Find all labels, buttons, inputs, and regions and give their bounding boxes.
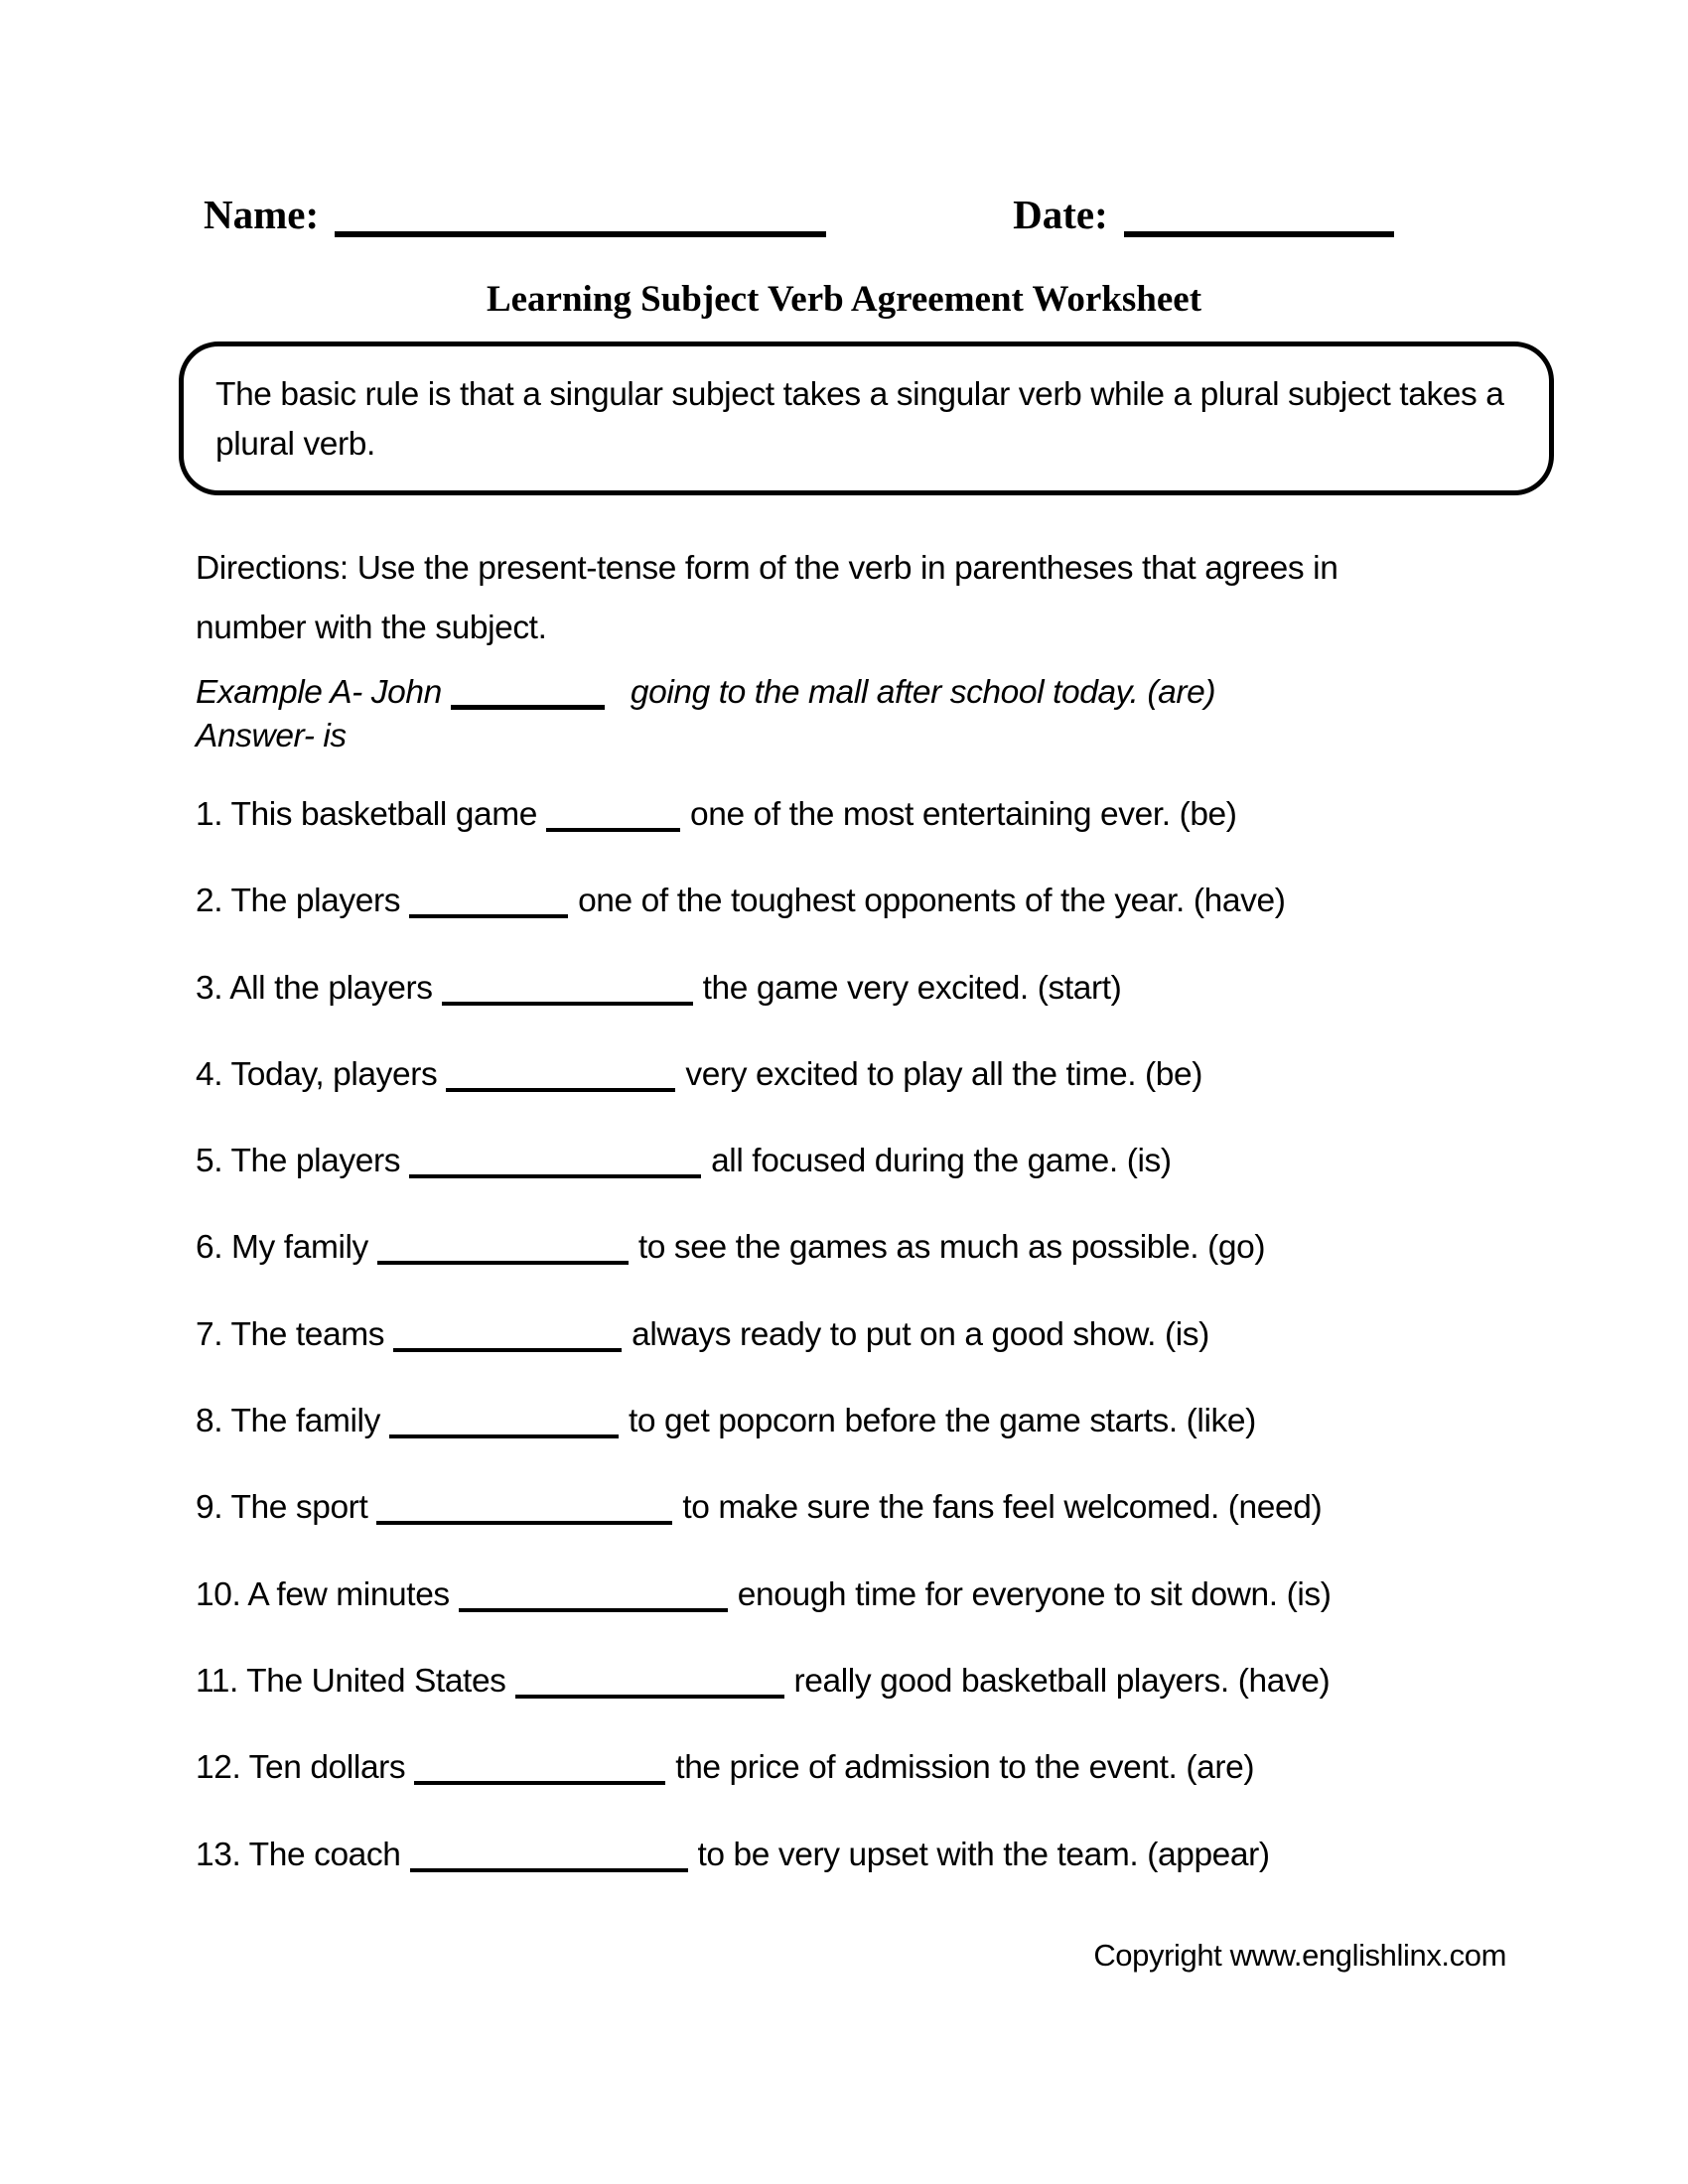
page-title: Learning Subject Verb Agreement Worksheet xyxy=(486,279,1202,320)
example-line xyxy=(196,671,1215,715)
worksheet-item xyxy=(196,1143,1331,1229)
copyright-text: Copyright www.englishlinx.com xyxy=(1093,1938,1506,1973)
item-prefix: 9. The sport xyxy=(196,1489,368,1527)
item-suffix: to be very upset with the team. xyxy=(697,1836,1139,1873)
worksheet-item xyxy=(196,883,1331,969)
example-suffix: going to the mall after school today. xyxy=(630,674,1139,711)
item-suffix: always ready to put on a good show. xyxy=(632,1315,1157,1353)
item-verb: (need) xyxy=(1227,1489,1323,1527)
item-verb: (is) xyxy=(1286,1575,1332,1613)
answer-blank[interactable] xyxy=(389,1407,619,1438)
date-blank[interactable] xyxy=(1124,198,1394,237)
worksheet-item xyxy=(196,1749,1331,1836)
answer-blank[interactable] xyxy=(459,1580,728,1612)
answer-blank[interactable] xyxy=(546,800,680,832)
worksheet-item xyxy=(196,796,1331,883)
answer-blank[interactable] xyxy=(442,974,693,1006)
rule-box xyxy=(179,341,1554,495)
item-verb: (go) xyxy=(1207,1229,1266,1267)
item-suffix: to see the games as much as possible. xyxy=(637,1229,1199,1267)
item-prefix: 13. The coach xyxy=(196,1836,401,1873)
worksheet-item xyxy=(196,1056,1331,1143)
answer-blank[interactable] xyxy=(414,1753,665,1785)
item-verb: (start) xyxy=(1037,969,1122,1007)
answer-blank[interactable] xyxy=(377,1233,629,1265)
date-label: Date: xyxy=(1013,192,1108,237)
example-prefix: Example A- John xyxy=(196,674,442,711)
worksheet-item xyxy=(196,1489,1331,1575)
item-suffix: to make sure the fans feel welcomed. xyxy=(682,1489,1219,1527)
name-label: Name: xyxy=(204,192,320,237)
item-prefix: 1. This basketball game xyxy=(196,796,537,833)
answer-blank[interactable] xyxy=(410,1841,688,1872)
example-verb: (are) xyxy=(1147,674,1216,711)
answer-blank[interactable] xyxy=(393,1320,622,1352)
worksheet-item xyxy=(196,1576,1331,1663)
item-suffix: one of the toughest opponents of the year. xyxy=(578,883,1185,920)
answer-blank[interactable] xyxy=(446,1060,675,1092)
item-verb: (is) xyxy=(1126,1143,1172,1180)
header xyxy=(204,191,1394,238)
item-verb: (have) xyxy=(1193,883,1286,920)
item-prefix: 5. The players xyxy=(196,1143,401,1180)
item-verb: (be) xyxy=(1145,1055,1203,1093)
worksheet-item xyxy=(196,1229,1331,1315)
item-prefix: 6. My family xyxy=(196,1229,368,1267)
worksheet-item xyxy=(196,1316,1331,1403)
item-verb: (like) xyxy=(1186,1403,1256,1440)
item-suffix: enough time for everyone to sit down. xyxy=(737,1575,1278,1613)
worksheet-item xyxy=(196,1837,1331,1923)
answer-blank[interactable] xyxy=(515,1667,784,1699)
name-blank[interactable] xyxy=(335,198,826,237)
item-verb: (is) xyxy=(1164,1315,1209,1353)
date-group xyxy=(1013,192,1394,237)
item-suffix: the price of admission to the event. xyxy=(675,1749,1178,1787)
item-prefix: 12. Ten dollars xyxy=(196,1749,406,1787)
item-prefix: 3. All the players xyxy=(196,969,433,1007)
item-prefix: 2. The players xyxy=(196,883,401,920)
item-suffix: the game very excited. xyxy=(702,969,1029,1007)
directions-text: Directions: Use the present-tense form of the verb in parentheses that agrees in number with the subject. xyxy=(196,550,1338,647)
item-suffix: to get popcorn before the game starts. xyxy=(628,1403,1178,1440)
item-suffix: very excited to play all the time. xyxy=(685,1055,1137,1093)
example-block xyxy=(196,671,1215,757)
worksheet-item xyxy=(196,970,1331,1056)
item-suffix: all focused during the game. xyxy=(711,1143,1118,1180)
answer-blank[interactable] xyxy=(409,887,568,918)
rule-text: The basic rule is that a singular subject takes a singular verb while a plural subject takes a plural verb. xyxy=(215,376,1504,464)
item-prefix: 10. A few minutes xyxy=(196,1575,450,1613)
item-verb: (be) xyxy=(1179,796,1237,833)
item-prefix: 8. The family xyxy=(196,1403,380,1440)
answer-blank[interactable] xyxy=(376,1493,672,1525)
items-list xyxy=(196,796,1331,1923)
worksheet-item xyxy=(196,1403,1331,1489)
item-verb: (are) xyxy=(1186,1749,1255,1787)
answer-blank[interactable] xyxy=(409,1147,701,1178)
example-answer-blank[interactable] xyxy=(451,677,605,710)
item-prefix: 7. The teams xyxy=(196,1315,385,1353)
item-verb: (have) xyxy=(1237,1662,1331,1700)
item-verb: (appear) xyxy=(1147,1836,1270,1873)
item-suffix: one of the most entertaining ever. xyxy=(690,796,1171,833)
item-prefix: 4. Today, players xyxy=(196,1055,438,1093)
worksheet-item xyxy=(196,1663,1331,1749)
item-suffix: really good basketball players. xyxy=(793,1662,1229,1700)
item-prefix: 11. The United States xyxy=(196,1662,506,1700)
example-answer: Answer- is xyxy=(196,717,347,754)
